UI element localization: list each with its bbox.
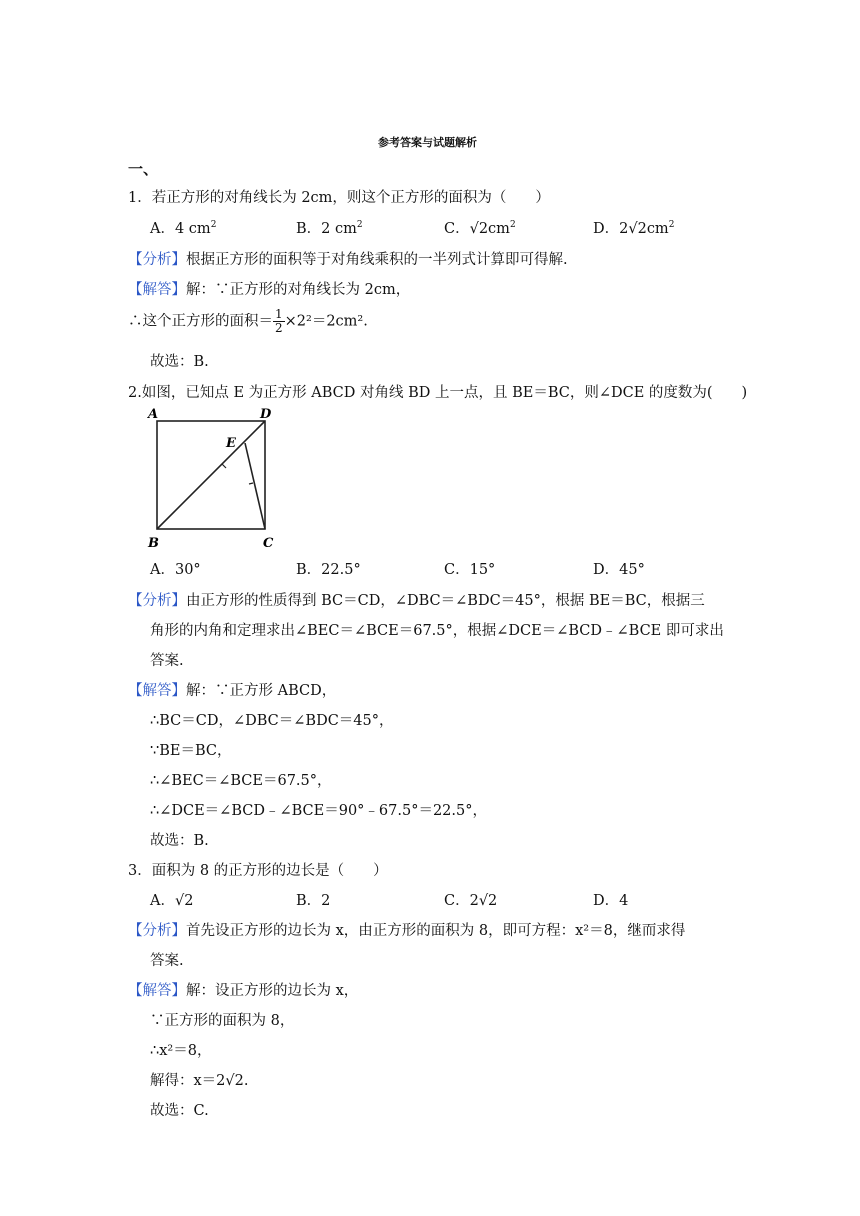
label-c: C bbox=[263, 536, 274, 551]
q3-choice: 故选：C. bbox=[150, 1103, 209, 1119]
q2-choice: 故选：B. bbox=[150, 833, 209, 849]
q3-option-d: D．4 bbox=[593, 893, 629, 909]
tick-mark-be bbox=[222, 464, 226, 468]
q1-option-b: B．2 $cm^2$ bbox=[296, 220, 363, 237]
q1-option-c: C．$√2cm^2$ bbox=[444, 220, 516, 237]
answer-tag: 【解答】 bbox=[128, 983, 186, 999]
q2-answer-line-3: ∵BE＝BC， bbox=[150, 743, 232, 759]
analysis-tag: 【分析】 bbox=[128, 593, 186, 609]
q1-analysis: 【分析】根据正方形的面积等于对角线乘积的一半列式计算即可得解. bbox=[128, 252, 568, 268]
q1-option-a: A．4 $cm^2$ bbox=[150, 220, 217, 237]
q3-option-a: A．√2 bbox=[150, 893, 194, 909]
square-diagram bbox=[140, 402, 290, 552]
page-title: 参考答案与试题解析 bbox=[378, 136, 477, 149]
q2-answer-line-4: ∴∠BEC＝∠BCE＝67.5°， bbox=[150, 773, 332, 789]
q2-option-b: B．22.5° bbox=[296, 562, 361, 578]
q3-answer-line-3: ∴x²＝8， bbox=[150, 1043, 212, 1059]
q2-analysis-line-2: 角形的内角和定理求出∠BEC＝∠BCE＝67.5°，根据∠DCE＝∠BCD﹣∠BCE 即可求出 bbox=[150, 623, 724, 639]
q1-stem: 1．若正方形的对角线长为 2cm，则这个正方形的面积为（ ） bbox=[128, 190, 550, 206]
analysis-tag: 【分析】 bbox=[128, 923, 186, 939]
q2-stem: 2.如图，已知点 E 为正方形 ABCD 对角线 BD 上一点，且 BE＝BC，则∠DCE 的度数为( ) bbox=[128, 385, 748, 401]
q2-analysis-line-1: 【分析】由正方形的性质得到 BC＝CD，∠DBC＝∠BDC＝45°，根据 BE＝BC，根据三 bbox=[128, 593, 705, 609]
label-a: A bbox=[148, 407, 159, 422]
tick-mark-ec bbox=[249, 483, 253, 484]
q1-option-d: D．$2√2cm^2$ bbox=[593, 220, 675, 237]
label-d: D bbox=[260, 407, 272, 422]
q3-analysis-line-1: 【分析】首先设正方形的边长为 x，由正方形的面积为 8，即可方程：x²＝8，继而求得 bbox=[128, 923, 686, 939]
label-b: B bbox=[148, 536, 159, 551]
label-e: E bbox=[226, 436, 236, 451]
q3-answer-line-2: ∵正方形的面积为 8， bbox=[150, 1013, 295, 1029]
q2-option-a: A．30° bbox=[150, 562, 201, 578]
q2-option-c: C．15° bbox=[444, 562, 496, 578]
diagonal-bd bbox=[157, 421, 265, 529]
q2-answer-line-1: 【解答】解：∵正方形 ABCD， bbox=[128, 683, 337, 699]
q2-answer-line-5: ∴∠DCE＝∠BCD﹣∠BCE＝90°﹣67.5°＝22.5°， bbox=[150, 803, 487, 819]
answer-tag: 【解答】 bbox=[128, 683, 186, 699]
q1-fraction: $\frac{1}{2}$ bbox=[275, 307, 283, 335]
q3-analysis-line-2: 答案. bbox=[150, 953, 184, 969]
q3-option-b: B．2 bbox=[296, 893, 331, 909]
analysis-tag: 【分析】 bbox=[128, 252, 186, 268]
q2-option-d: D．45° bbox=[593, 562, 645, 578]
section-heading: 一、 bbox=[128, 160, 159, 178]
q3-stem: 3．面积为 8 的正方形的边长是（ ） bbox=[128, 863, 388, 879]
answer-tag: 【解答】 bbox=[128, 282, 186, 298]
q2-answer-line-2: ∴BC＝CD，∠DBC＝∠BDC＝45°， bbox=[150, 713, 394, 729]
q3-answer-line-1: 【解答】解：设正方形的边长为 x， bbox=[128, 983, 359, 999]
q1-answer-line-1: 【解答】解：∵正方形的对角线长为 2cm， bbox=[128, 282, 411, 298]
q1-choice: 故选：B. bbox=[150, 354, 209, 370]
q3-answer-line-4: 解得：x＝2√2. bbox=[150, 1073, 249, 1089]
segment-ec bbox=[245, 443, 265, 529]
q1-answer-line-2: ∴这个正方形的面积＝ $\frac{1}{2}$ ×2²＝2cm². bbox=[128, 307, 368, 335]
q3-option-c: C．2√2 bbox=[444, 893, 498, 909]
q2-analysis-line-3: 答案. bbox=[150, 653, 184, 669]
